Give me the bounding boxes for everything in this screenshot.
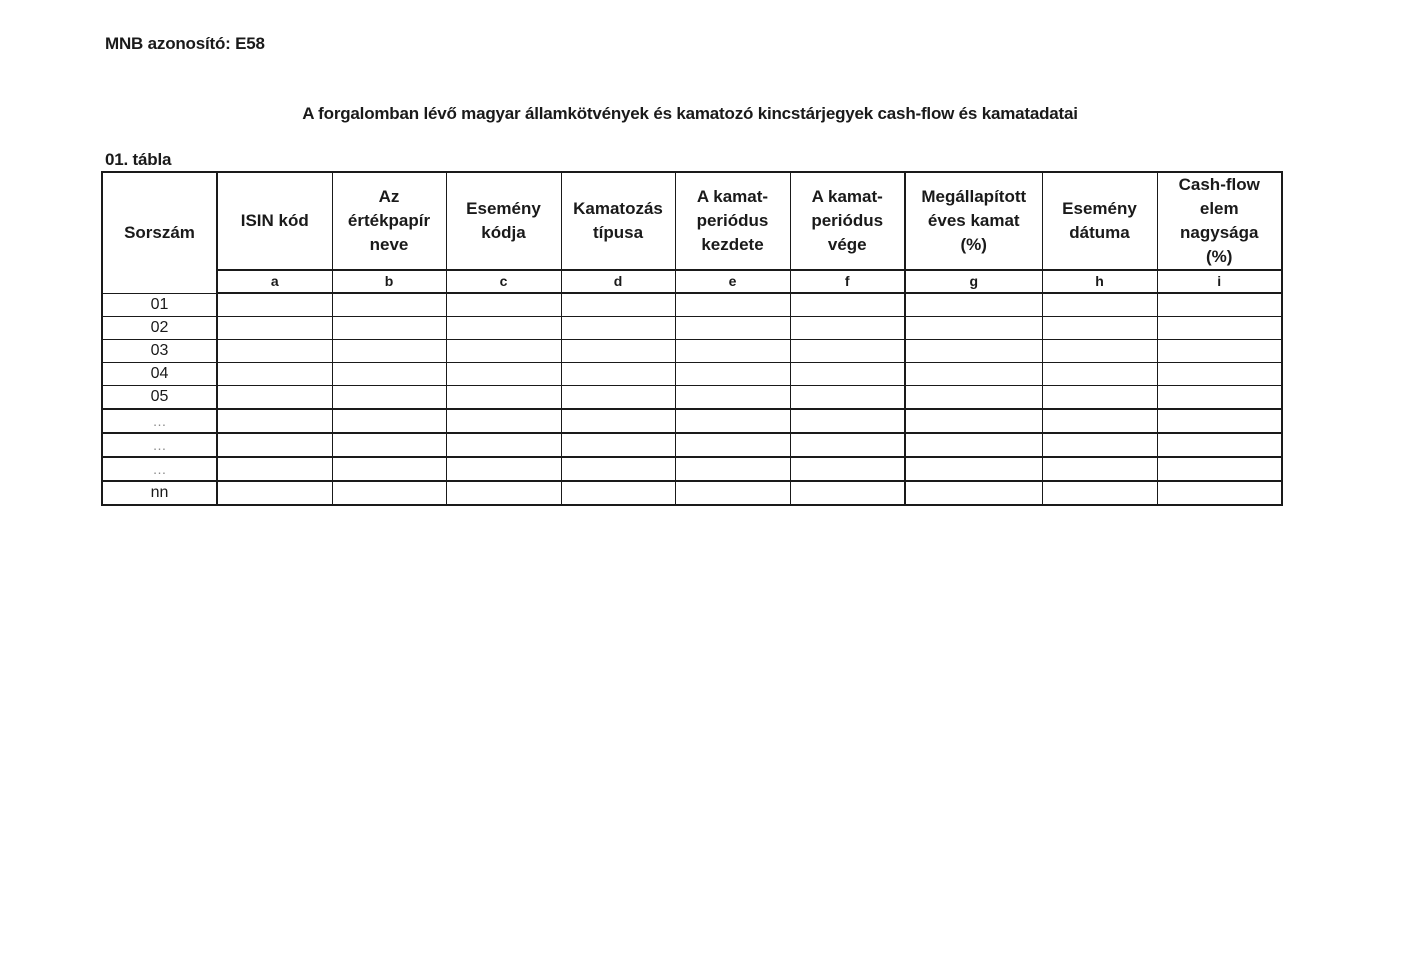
row-number: 03 <box>102 340 217 363</box>
cell-name[interactable] <box>332 293 446 317</box>
cell-event-code[interactable] <box>446 293 561 317</box>
column-code-i: i <box>1157 270 1282 293</box>
cell-period-start[interactable] <box>675 317 790 340</box>
mnb-identifier: MNB azonosító: E58 <box>105 34 265 53</box>
column-code-f: f <box>790 270 905 293</box>
cell-interest-type[interactable] <box>561 457 675 481</box>
cell-event-code[interactable] <box>446 340 561 363</box>
cell-event-date[interactable] <box>1042 481 1157 505</box>
row-number-ellipsis: … <box>102 409 217 433</box>
column-code-h: h <box>1042 270 1157 293</box>
cell-interest-type[interactable] <box>561 481 675 505</box>
table-row <box>102 386 1282 410</box>
cell-event-code[interactable] <box>446 481 561 505</box>
cell-period-start[interactable] <box>675 433 790 457</box>
table-row <box>102 293 1282 317</box>
header-kamatperiodus-kezdete <box>675 172 790 270</box>
column-code-c: c <box>446 270 561 293</box>
table-row <box>102 340 1282 363</box>
cell-interest-type[interactable] <box>561 293 675 317</box>
cell-period-start[interactable] <box>675 481 790 505</box>
cell-isin[interactable] <box>217 457 332 481</box>
row-number: nn <box>102 481 217 505</box>
column-code-e: e <box>675 270 790 293</box>
header-esemeny-datuma-text: Esemény dátuma <box>1062 199 1137 242</box>
cell-period-start[interactable] <box>675 386 790 410</box>
cell-annual-rate[interactable] <box>905 481 1042 505</box>
cell-period-start[interactable] <box>675 363 790 386</box>
cell-period-end[interactable] <box>790 481 905 505</box>
row-number: 04 <box>102 363 217 386</box>
table-row <box>102 363 1282 386</box>
header-kamatozas-tipusa-text: Kamatozás típusa <box>573 199 663 242</box>
table-row <box>102 457 1282 481</box>
cell-period-start[interactable] <box>675 340 790 363</box>
cell-event-date[interactable] <box>1042 363 1157 386</box>
column-code-g: g <box>905 270 1042 293</box>
cell-isin[interactable] <box>217 409 332 433</box>
cell-event-date[interactable] <box>1042 409 1157 433</box>
cell-event-date[interactable] <box>1042 386 1157 410</box>
cell-period-end[interactable] <box>790 433 905 457</box>
header-ertekpapir-neve-text: Az értékpapír neve <box>347 187 431 254</box>
cell-event-code[interactable] <box>446 409 561 433</box>
cell-isin[interactable] <box>217 386 332 410</box>
row-number-ellipsis: … <box>102 457 217 481</box>
cell-annual-rate[interactable] <box>905 457 1042 481</box>
table-row <box>102 409 1282 433</box>
table-row <box>102 317 1282 340</box>
cell-period-start[interactable] <box>675 409 790 433</box>
cell-name[interactable] <box>332 457 446 481</box>
cell-name[interactable] <box>332 317 446 340</box>
cell-cashflow-size[interactable] <box>1157 340 1282 363</box>
cell-cashflow-size[interactable] <box>1157 433 1282 457</box>
column-code-b: b <box>332 270 446 293</box>
table-body <box>102 293 1282 505</box>
cell-interest-type[interactable] <box>561 340 675 363</box>
cell-interest-type[interactable] <box>561 317 675 340</box>
cell-cashflow-size[interactable] <box>1157 386 1282 410</box>
cell-event-date[interactable] <box>1042 293 1157 317</box>
cell-period-end[interactable] <box>790 340 905 363</box>
cell-annual-rate[interactable] <box>905 340 1042 363</box>
cell-name[interactable] <box>332 363 446 386</box>
cell-event-code[interactable] <box>446 363 561 386</box>
cell-annual-rate[interactable] <box>905 409 1042 433</box>
cell-annual-rate[interactable] <box>905 293 1042 317</box>
cell-isin[interactable] <box>217 433 332 457</box>
cell-period-end[interactable] <box>790 386 905 410</box>
cell-cashflow-size[interactable] <box>1157 457 1282 481</box>
table-label: 01. tábla <box>105 150 172 169</box>
cell-cashflow-size[interactable] <box>1157 363 1282 386</box>
cell-event-date[interactable] <box>1042 317 1157 340</box>
cell-name[interactable] <box>332 481 446 505</box>
header-esemeny-kodja-text: Esemény kódja <box>466 199 541 242</box>
row-number: 02 <box>102 317 217 340</box>
cell-isin[interactable] <box>217 317 332 340</box>
cell-cashflow-size[interactable] <box>1157 317 1282 340</box>
cell-interest-type[interactable] <box>561 386 675 410</box>
cell-name[interactable] <box>332 340 446 363</box>
cell-annual-rate[interactable] <box>905 386 1042 410</box>
header-kamatperiodus-vege-text: A kamat-periódus vége <box>811 187 884 254</box>
cell-interest-type[interactable] <box>561 363 675 386</box>
header-kamatozas-tipusa <box>561 172 675 270</box>
cell-event-code[interactable] <box>446 433 561 457</box>
cell-annual-rate[interactable] <box>905 433 1042 457</box>
cell-period-start[interactable] <box>675 293 790 317</box>
cell-annual-rate[interactable] <box>905 317 1042 340</box>
header-cashflow-elem-nagysaga-text: Cash-flow elem nagysága (%) <box>1178 175 1260 266</box>
cell-event-date[interactable] <box>1042 340 1157 363</box>
cell-cashflow-size[interactable] <box>1157 293 1282 317</box>
cell-isin[interactable] <box>217 481 332 505</box>
table-row <box>102 433 1282 457</box>
column-code-a: a <box>217 270 332 293</box>
cell-period-start[interactable] <box>675 457 790 481</box>
cashflow-table <box>101 171 1283 506</box>
header-sorszam: Sorszám <box>102 172 217 293</box>
cell-period-end[interactable] <box>790 317 905 340</box>
header-isin-kod: ISIN kód <box>217 172 332 270</box>
cell-cashflow-size[interactable] <box>1157 481 1282 505</box>
header-ertekpapir-neve <box>332 172 446 270</box>
cell-name[interactable] <box>332 386 446 410</box>
cell-event-code[interactable] <box>446 386 561 410</box>
cell-interest-type[interactable] <box>561 409 675 433</box>
table-row <box>102 481 1282 505</box>
row-number: 01 <box>102 293 217 317</box>
header-esemeny-kodja <box>446 172 561 270</box>
cell-event-code[interactable] <box>446 317 561 340</box>
cell-isin[interactable] <box>217 340 332 363</box>
cell-event-date[interactable] <box>1042 457 1157 481</box>
column-code-d: d <box>561 270 675 293</box>
document-title: A forgalomban lévő magyar államkötvények és kamatozó kincstárjegyek cash-flow és kamatadatai <box>302 104 1078 123</box>
header-megallapitott-eves-kamat <box>905 172 1042 270</box>
cell-period-end[interactable] <box>790 409 905 433</box>
cell-period-end[interactable] <box>790 363 905 386</box>
header-esemeny-datuma <box>1042 172 1157 270</box>
cell-name[interactable] <box>332 433 446 457</box>
header-kamatperiodus-kezdete-text: A kamat-periódus kezdete <box>696 187 769 254</box>
cell-isin[interactable] <box>217 363 332 386</box>
cell-annual-rate[interactable] <box>905 363 1042 386</box>
cell-interest-type[interactable] <box>561 433 675 457</box>
row-number: 05 <box>102 386 217 410</box>
cell-cashflow-size[interactable] <box>1157 409 1282 433</box>
header-megallapitott-eves-kamat-text: Megállapított éves kamat (%) <box>921 187 1027 254</box>
cell-isin[interactable] <box>217 293 332 317</box>
cell-name[interactable] <box>332 409 446 433</box>
cell-event-date[interactable] <box>1042 433 1157 457</box>
cell-period-end[interactable] <box>790 293 905 317</box>
cell-event-code[interactable] <box>446 457 561 481</box>
row-number-ellipsis: … <box>102 433 217 457</box>
header-kamatperiodus-vege <box>790 172 905 270</box>
header-cashflow-elem-nagysaga <box>1157 172 1282 270</box>
cell-period-end[interactable] <box>790 457 905 481</box>
